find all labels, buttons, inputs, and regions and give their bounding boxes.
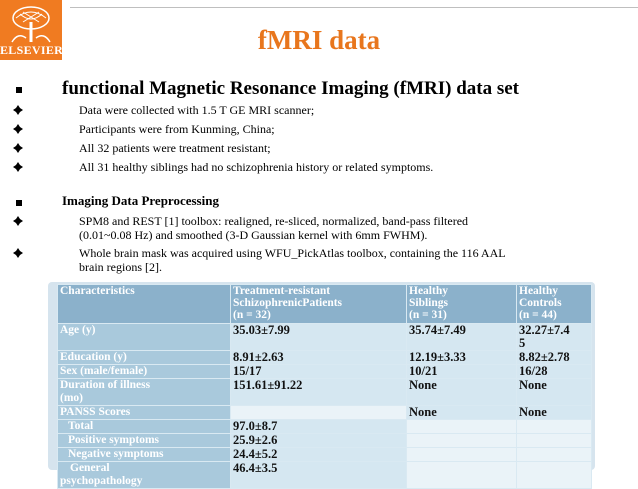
table-row [58, 462, 592, 489]
row-label: Age (y) [58, 324, 231, 351]
cell-siblings [407, 434, 517, 448]
row-label: Education (y) [58, 351, 231, 365]
cell-controls: 8.82±2.78 [517, 351, 592, 365]
table-row [58, 406, 592, 420]
section2-bullet-2-line2: brain regions [2]. [79, 260, 162, 274]
cell-controls: 32.27±7.4 5 [517, 324, 592, 351]
diamond-bullet-icon [13, 124, 23, 134]
cell-siblings [407, 420, 517, 434]
cell-controls: None [517, 406, 592, 420]
square-bullet-icon [16, 87, 22, 93]
section1-bullet-4: All 31 healthy siblings had no schizophrenia history or related symptoms. [79, 160, 434, 174]
demographics-table [57, 284, 592, 489]
cell-controls: 16/28 [517, 365, 592, 379]
cell-patients [231, 406, 407, 420]
section1-bullet-2: Participants were from Kunming, China; [79, 122, 275, 136]
header-divider [70, 7, 638, 8]
diamond-bullet-icon [13, 248, 23, 258]
cell-controls [517, 420, 592, 434]
cell-patients: 46.4±3.5 [231, 462, 407, 489]
cell-patients: 8.91±2.63 [231, 351, 407, 365]
row-label: Positive symptoms [58, 434, 231, 448]
header-characteristics: Characteristics [58, 285, 231, 324]
cell-patients: 24.4±5.2 [231, 448, 407, 462]
row-label: Sex (male/female) [58, 365, 231, 379]
table-row [58, 324, 592, 351]
diamond-bullet-icon [13, 143, 23, 153]
table-header-row [58, 285, 592, 324]
table-row [58, 365, 592, 379]
cell-siblings: 35.74±7.49 [407, 324, 517, 351]
cell-controls: None [517, 379, 592, 406]
header-controls: Healthy Controls (n = 44) [517, 285, 592, 324]
cell-siblings [407, 462, 517, 489]
slide-title: fMRI data [257, 25, 381, 55]
cell-siblings [407, 448, 517, 462]
row-label: Duration of illness (mo) [58, 379, 231, 406]
cell-patients: 151.61±91.22 [231, 379, 407, 406]
cell-siblings: 10/21 [407, 365, 517, 379]
square-bullet-icon [16, 200, 22, 206]
table-row [58, 351, 592, 365]
section1-bullet-3: All 32 patients were treatment resistant; [79, 141, 271, 155]
header-patients: Treatment-resistant SchizophrenicPatients (n = 32) [231, 285, 407, 324]
cell-siblings: None [407, 406, 517, 420]
logo-wordmark: ELSEVIER [0, 43, 64, 57]
cell-patients: 97.0±8.7 [231, 420, 407, 434]
table-row [58, 434, 592, 448]
section2-heading: Imaging Data Preprocessing [62, 193, 219, 208]
section2-bullet-1-line2: (0.01~0.08 Hz) and smoothed (3-D Gaussian kernel with 6mm FWHM). [79, 228, 428, 242]
diamond-bullet-icon [13, 216, 23, 226]
cell-patients: 35.03±7.99 [231, 324, 407, 351]
section2-bullet-1-line1: SPM8 and REST [1] toolbox: realigned, re-sliced, normalized, band-pass filtered [79, 214, 469, 228]
table-row [58, 420, 592, 434]
cell-patients: 15/17 [231, 365, 407, 379]
cell-siblings: 12.19±3.33 [407, 351, 517, 365]
table-row [58, 379, 592, 406]
cell-controls [517, 434, 592, 448]
cell-patients: 25.9±2.6 [231, 434, 407, 448]
cell-siblings: None [407, 379, 517, 406]
section1-heading: functional Magnetic Resonance Imaging (fMRI) data set [62, 78, 520, 99]
row-label: PANSS Scores [58, 406, 231, 420]
cell-controls [517, 448, 592, 462]
section1-bullet-1: Data were collected with 1.5 T GE MRI scanner; [79, 103, 315, 117]
cell-controls [517, 462, 592, 489]
section2-bullet-2-line1: Whole brain mask was acquired using WFU_PickAtlas toolbox, containing the 116 AAL [79, 246, 506, 260]
row-label: General psychopathology [58, 462, 231, 489]
diamond-bullet-icon [13, 162, 23, 172]
table-row [58, 448, 592, 462]
diamond-bullet-icon [13, 105, 23, 115]
header-siblings: Healthy Siblings (n = 31) [407, 285, 517, 324]
row-label: Negative symptoms [58, 448, 231, 462]
row-label: Total [58, 420, 231, 434]
